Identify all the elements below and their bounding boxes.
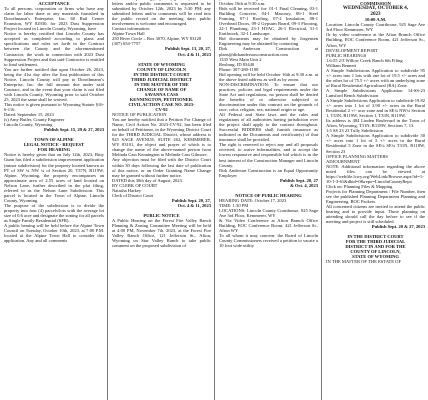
publish-dates: Oct. 4 & 11, 2023: [177, 51, 211, 57]
notice-paragraph: IN THE MATTER OF THE ESTATE OF: [326, 259, 401, 265]
notice-heading: CIVIL ACTION CASE NO. 2023-: [128, 101, 195, 107]
notice-paragraph: NOTICE OF PUBLICATION: [112, 112, 167, 118]
notice-paragraph: Clerk of District Court: [112, 192, 154, 198]
notice-paragraph: Dirk Anderson Construction at plans@dirkandersonconstruction.com: [219, 46, 318, 57]
notice-paragraph: Natasha Harkey: [112, 187, 142, 193]
notice-paragraph: DEVELOPMENT REPORT: [326, 47, 378, 53]
notice-heading: COUNTY OF LINCOLN: [136, 66, 187, 72]
notice-paragraph: Bids will be received for: 01-1 Final Cleaning, 03-1 Building Concrete, 04-1 Masonry, 06-1 Steel Framing, 07-1 Roofing, 07-2 Insulation, 08-1 Overhead Doors, 09-2 Gypsum Board, 09-3 Flooring, 22-1 Plumbing, 23-1 HVAC, 26-1 Electrical, 31-1 Earthwork, 32-1 Landscape.: [219, 6, 318, 37]
notice-paragraph: Bid documents may be obtained by Jorgensen Engineering may be obtained by contacting: [219, 36, 318, 47]
notice-paragraph: A public hearing will be held before the Alpine Town Council on Tuesday, October 10th, 2023, at 7:00 P.M. located at the Alpine Town Hall to consider this application. Any and all comments: [4, 223, 104, 244]
notice-heading: IN THE MATTER OF THE: [134, 81, 189, 87]
notice-paragraph: Click on: Planning Files & Mapping: [326, 183, 393, 189]
notice-paragraph: NON-DISCRIMINATION: To ensure that our practices, policies and legal requirements under the State Act and regulations, no person shall be denied the benefits of or otherwise subjected to discrimination under this contract on the grounds of race, color, religion, sex, national origin or age.: [219, 81, 318, 113]
notice-paragraph: LOCATIONS: Lincoln County Courthouse, 925 Sage Ave 3rd Floor, Kemmerer, WY: [219, 207, 318, 218]
publish-dates: Publish Sept. 20, 27: [279, 177, 318, 183]
notice-paragraph: All concerned citizens are invited to attend the public hearing and to provide input. Those planning on attending should call the day before to see if the meeting and project is still scheduled.: [326, 204, 425, 225]
notice-paragraph: 1:5 SS 23 23 Tully Subdivision: [326, 128, 383, 134]
notice-heading: COMMISSION: [360, 1, 391, 7]
notice-paragraph: Or by video conference at the Afton Branch Office Building, EOC Conference Room, 421 Jefferson St., Afton, WY: [326, 32, 425, 48]
notice-paragraph: This notice is given pursuant to Wyoming Statute §16-6-116.: [4, 101, 104, 113]
notice-paragraph: Any objection must be filed with the District Court within 30 days following the last date of publication of this notice, or an Order Granting Name Change may be granted without further notice.: [112, 157, 211, 178]
notice-paragraph: ADJOURNMENT: [326, 158, 361, 164]
notice-paragraph: Notice is hereby certified that Lincoln County has accepted as completed according to plans and specifications and rules set forth in the Contract between the County and the aforementioned Contractor, the work in connection with 2023 Dust Suppression Project and that said Contractor is entitled to final settlement.: [4, 31, 104, 67]
notice-heading: KENNINGTON, PETITIONER.: [129, 96, 194, 102]
publish-dates: & Oct. 4, 2023: [290, 182, 318, 188]
notice-paragraph: (307) 654-7757: [112, 41, 141, 47]
notice-heading: LEGAL NOTICE - REQUEST: [23, 142, 85, 148]
notice-paragraph: Phone: 307-280-1198: [219, 66, 259, 72]
notice-heading: NOTICE OF PUBLIC HEARING: [235, 192, 302, 198]
notice-heading: IN THE DISTRICT COURT: [347, 234, 404, 240]
notice-paragraph: Bid opening will be held October 16th at 9:30 a.m. at the above listed address as well as by zoom.: [219, 71, 318, 82]
notice-heading: PUBLIC NOTICE: [143, 212, 180, 218]
notice-paragraph: 250 River Circle – Box 3070, Alpine, WY 83128: [112, 36, 202, 42]
legal-notices-column-2: [107, 0, 214, 400]
notice-paragraph: 1.6:55 2/3 Willow Creek Ranch 6th Filing: [326, 57, 403, 63]
notice-paragraph: October 16th at 9:30 a.m.: [219, 1, 266, 7]
legal-notices-column-1: [0, 0, 107, 400]
notice-heading: FOR HEARING: [37, 147, 71, 153]
legal-notices-column-4: [321, 0, 428, 400]
notice-paragraph: Alpine Town Hall: [112, 31, 145, 37]
notice-paragraph: Notice is hereby given that on July 12th, 2023, Bitty Gunn has filed a subdivision improvement application (minor subdivision) for the property located known as PT of SW ¼ NW ¼ of Section 20, T37N, R119W, Alpine, Wyoming, the property encompasses an approximate area of 2.55 acres of land located on Nelson Lane, further described in the plat filing, referred to as the Nelson Lane Subdivision. This parcel is located in the Town of Alpine, Lincoln County, Wyoming.: [4, 152, 104, 203]
notice-paragraph: William Bennett: [326, 62, 356, 68]
notice-paragraph: letters and/or public comments is requested to be submitted by October 12th, 2023 by 5:30 PM; any submitted letters and/or comments will be read into the public record on the meeting date; public involvement is welcome and encouraged.: [112, 1, 211, 27]
notice-heading: CHANGE OF NAME OF: [136, 86, 187, 92]
notice-heading: ACCEPTANCE: [38, 1, 70, 7]
notice-paragraph: You are hereby notified that a Petition For Change of Name, Civil Action No. 2023-CV-92, has been filed on behalf of Petitioner, in the Wyoming District Court for the THIRD JUDICIAL District, whose address is 925 SAGE AVENUE, SUITE 202, KEMMERER, WY 83101, the object and prayer of which is to change the name of the above-named person from Melinda Cass Kennington to Melinda Cass Gilmore.: [112, 117, 211, 158]
notice-paragraph: You are further notified that upon October 26, 2023, being the 41st day after the first publication of this Notice, Lincoln County will pay to Dorothmann’s Enterprise, Inc. the full amount due under said Contract, and in the event that your claim is not filed with Lincoln County, Wyoming prior to said October 25, 2023 the same shall be waived.: [4, 66, 104, 102]
notice-paragraph: A Simple Subdivisions Application to subdivide 19.82 +/- acres into 1 lot of 3.90 +/- acres in the Rural Residential 2 +/- acre zone and in SE¼ NW¼ Section 1, T33N, R119W, Section 1, T33N, R119W.: [326, 98, 425, 119]
notice-paragraph: TIME: 1:30 PM: [219, 202, 249, 208]
notice-paragraph: Dated: September 15, 2023: [4, 112, 54, 118]
notice-paragraph: Rexburg, ID 83440: [219, 61, 255, 67]
notice-heading: IN THE DISTRICT COURT: [133, 71, 190, 77]
notice-paragraph: & Via Video Conference at Afton Branch Office Building, EOC Conference Room, 421 Jefferson St., Afton WY: [219, 218, 318, 234]
notice-paragraph: The right is reserved to reject any and all proposals received, to waive informalities, and to accept the lowest responsive and responsible bid which is in the best interest of the Construction Manager and Lincoln County.: [219, 142, 318, 168]
notice-paragraph: To all persons, corporation or firms who have any claim for labor done or any materials furnished in Dorothmann’s Enterprise, Inc. 60 Rail Center Evanston, WY 82930, for 2023 Dust Suppression Project located in Lincoln County, Wyoming, have: [4, 6, 104, 32]
notice-paragraph: Contact information:: [112, 26, 151, 32]
notice-paragraph: DATED this 30th day of August, 2023.: [112, 177, 183, 183]
notice-heading: SAVANNA CASS: [144, 91, 179, 97]
notice-paragraph: NOTE: Additional information regarding the above noted files can be viewed at https://webfile.lcwy.org/WebLink/Browse.aspx?id=1-10-1-3-61&dbid=0&repo=LincolnCountyRepo: [326, 163, 425, 184]
notice-heading: FOR THE THIRD JUDICIAL: [345, 239, 406, 245]
notice-title: WEDNESDAY, OCTOBER 4,: [342, 5, 409, 12]
notice-paragraph: HEARING DATE: October 17, 2023: [219, 197, 287, 203]
notice-paragraph: Its address is 484 Linden Boulevard in the Town of Afton, Wyoming, T31N, R118W, Sections 7, 13.: [326, 118, 425, 129]
notice-paragraph: Location: Lincoln County Courthouse, 925 Sage Ave 3rd Floor Kemmerer, WY: [326, 22, 425, 33]
notice-paragraph: A Public Hearing on the Forest Fire Valley Ranch Planning & Zoning Committee Meeting will be held at 4:00 PM, November 7th, 2023, at the Forest Fire Valley Ranch Office, 121 Jefferson St., Afton, Wyoming on Star Valley Ranch to take public comment on the proposed subdivision of: [112, 217, 211, 249]
notice-heading: STATE OF WYOMING: [352, 254, 399, 260]
notice-paragraph: Projects for Planning Department / File Number, then see the published Planning Department Planning and Engineering, BOC Packets.: [326, 188, 425, 204]
notice-paragraph: Dirk Anderson Construction is an Equal Opportunity Employer: [219, 167, 318, 178]
publish-dates: Oct. 4 & 11, 2023: [177, 202, 211, 208]
notice-paragraph: To all whom it may concern: the Board of Lincoln County Commissioners received a petition to vacate a 10 foot wide utility: [219, 233, 318, 249]
publish-dates: Publish Sept. 20, 27,: [171, 197, 211, 203]
notice-heading: CV-92: [155, 106, 168, 112]
notice-heading: COUNTY OF LINCOLN,: [350, 249, 401, 255]
publish-dates: Publish Sept. 15, 29 & 27, 2023: [43, 127, 104, 133]
legal-notices-column-3: [214, 0, 321, 400]
notice-paragraph: PUBLIC HEARINGS: [326, 52, 367, 58]
notice-paragraph: Lincoln County, Wyoming: [4, 122, 53, 128]
notice-heading: 10:00 A.M.: [364, 17, 387, 23]
notice-heading: STATE OF WYOMING: [138, 61, 185, 67]
notice-title: 2023: [370, 10, 381, 17]
publish-dates: Publish Sept. 20 & 27, 2023: [371, 224, 425, 230]
notice-paragraph: The purpose of the subdivision is to divide the property into four (4) parcels/lots with the average lot size of 0.6 acre and designate the zoning for all parcels as Single Family Residential (SFR).: [4, 202, 104, 224]
notice-paragraph: A Simple Subdivisions Application to subdivide 95 +/- acres into 1 lots with one lot of 19.5 +/- acres and the other lot of 75.5 +/- acres with an underlying zone of Rural Residential Agricultural (RA) Zone.: [326, 67, 425, 88]
notice-paragraph: (s) Amy Butler, County Engineer: [4, 117, 65, 123]
notice-heading: DISTRICT IN AND FOR THE: [345, 244, 406, 250]
notice-paragraph: 1335 West Main Unit 2: [219, 56, 262, 62]
notice-paragraph: BY CLERK OF COURT: [112, 182, 158, 188]
notice-paragraph: A Simple Subdivisions Application 14-SS-23 Lunsford Bench Subdivision: [326, 87, 425, 98]
notice-paragraph: All Federal and State laws and the rules and regulations of all authorities having jurisdiction over the project shall apply to the contract throughout. Successful BIDDERS shall furnish insurance as indicated in the Documents and certificate(s) of that insurance shall be provided.: [219, 112, 318, 143]
notice-paragraph: A Simple Subdivisions Application to subdivide 50 +/- acres into 1 lot of 5 +/- acres in the Rural Residential 5 Zone in the SE¼ SE¼ T31N, R118W, Section 23: [326, 133, 425, 154]
notice-heading: TOWN OF ALPINE: [34, 137, 74, 143]
notice-heading: THIRD JUDICIAL DISTRICT: [131, 76, 192, 82]
publish-dates: Publish Sept. 13, 20, 27,: [165, 46, 211, 52]
notice-paragraph: OFFICE PLANNING MATTERS: [326, 153, 388, 159]
